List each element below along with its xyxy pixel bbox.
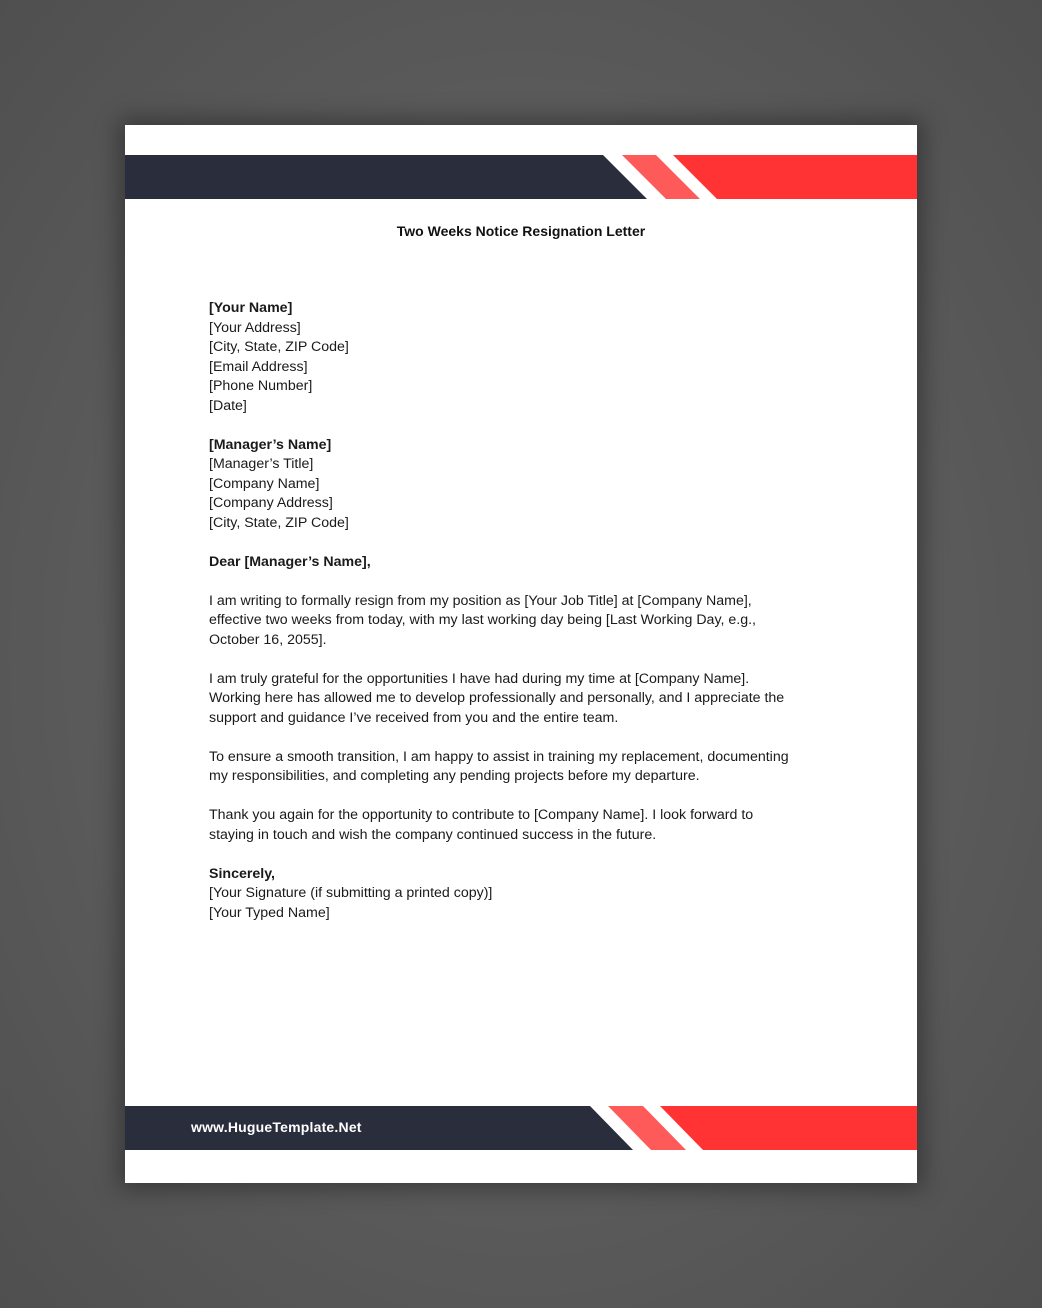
paragraph-line: I am truly grateful for the opportunities I have had during my time at [Company Name]. [209,670,750,687]
paragraph-line: support and guidance I’ve received from you and the entire team. [209,709,619,726]
letter-page [125,125,917,1183]
paragraph-line: staying in touch and wish the company continued success in the future. [209,826,657,843]
typed-name-line: [Your Typed Name] [209,904,330,921]
paragraph-line: my responsibilities, and completing any pending projects before my departure. [209,768,700,784]
footer-red-stripe [660,1106,917,1150]
recipient-name: [Manager’s Name] [209,436,332,453]
paragraph-line: Working here has allowed me to develop professionally and personally, and I appreciate the [209,690,785,706]
header-navy-stripe [125,155,647,199]
header-band [125,155,917,199]
recipient-title: [Manager’s Title] [209,456,314,472]
paragraph-line: To ensure a smooth transition, I am happy to assist in training my replacement, documenting [209,748,789,765]
sender-email: [Email Address] [209,358,308,375]
paragraph-line: effective two weeks from today, with my last working day being [Last Working Day, e.g., [209,612,756,628]
paragraph-resignation [209,592,829,651]
closing: Sincerely, [209,865,275,882]
paragraph-line: October 16, 2055]. [209,631,327,648]
footer-website-link[interactable]: www.HugueTemplate.Net [191,1119,362,1135]
sender-city-state-zip: [City, State, ZIP Code] [209,339,349,355]
letter-body [209,299,829,923]
signature-line: [Your Signature (if submitting a printed copy)] [209,885,493,901]
recipient-city-state-zip: [City, State, ZIP Code] [209,514,349,531]
sender-address: [Your Address] [209,319,301,336]
recipient-company: [Company Name] [209,475,320,492]
sender-name: [Your Name] [209,300,293,316]
paragraph-gratitude [209,670,829,729]
paragraph-line: Thank you again for the opportunity to contribute to [Company Name]. I look forward to [209,807,754,823]
recipient-company-address: [Company Address] [209,495,333,511]
salutation: Dear [Manager’s Name], [209,553,371,570]
sender-phone: [Phone Number] [209,378,313,394]
paragraph-thanks [209,806,829,845]
page-title: Two Weeks Notice Resignation Letter [396,223,646,239]
letter-date: [Date] [209,397,247,414]
header-red-stripe [673,155,917,199]
header-band-graphic [125,155,917,199]
paragraph-transition [209,748,829,787]
paragraph-line: I am writing to formally resign from my position as [Your Job Title] at [Company Name], [209,592,752,609]
